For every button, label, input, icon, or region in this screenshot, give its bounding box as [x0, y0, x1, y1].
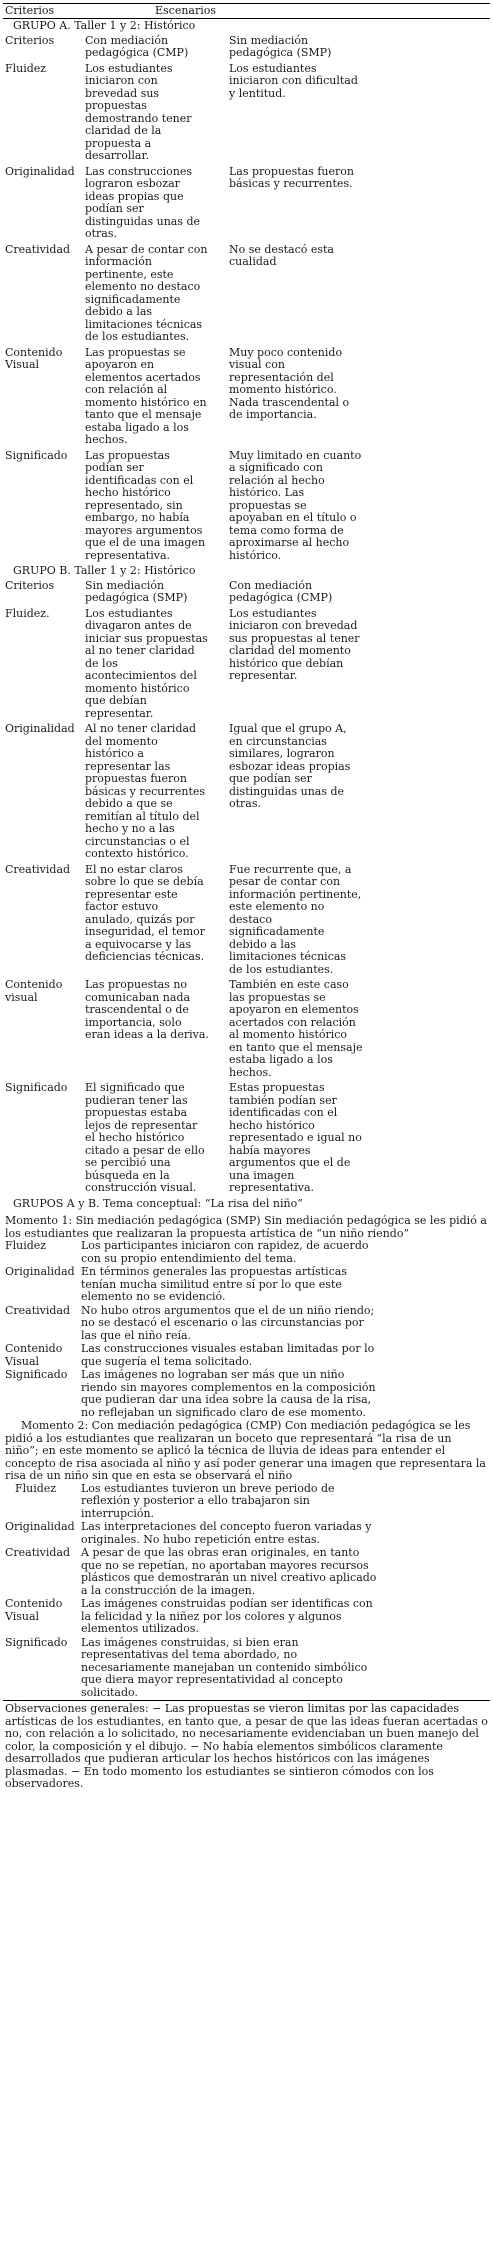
- criterion-cell: Significado: [5, 1368, 68, 1381]
- moment-1-intro: Momento 1: Sin mediación pedagógica (SMP) Sin mediación pedagógica se les pidió a los estudiantes que realizaran la propuesta artística de “un niño riendo”: [5, 1214, 487, 1240]
- table-row: [3, 1637, 490, 1701]
- scenario-b-cell: Estas propuestas también podían ser identificadas con el hecho histórico representado e igual no había mayores argumentos que el de una imagen representativa.: [229, 1081, 362, 1194]
- scenario-a-cell: El no estar claros sobre lo que se debía representar este factor estuvo anulado, quizás por inseguridad, el temor a equivocarse y las deficiencias técnicas.: [85, 862, 206, 963]
- observation-cell: No hubo otros argumentos que el de un niño riendo; no se destacó el escenario o las circunstancias por las que el niño reía.: [81, 1303, 375, 1342]
- group-a-rows: [3, 34, 490, 565]
- scenario-a-cell: A pesar de contar con información pertinente, este elemento no destaco significadamente debido a las limitaciones técnicas de los estudiantes.: [85, 242, 208, 343]
- scenario-a-cell: El significado que pudieran tener las propuestas estaba lejos de representar el hecho histórico citado a pesar de ello se percibió una búsqueda en la construcción visual.: [85, 1081, 205, 1194]
- observation-cell: A pesar de que las obras eran originales, en tanto que no se repetían, no aportaban mayores recursos plásticos que demostrarán un nivel creativo aplicado a la construcción de la imagen.: [81, 1546, 377, 1597]
- table-row: [3, 34, 490, 62]
- criterion-cell: Originalidad: [5, 722, 75, 735]
- table-row: [3, 449, 490, 565]
- table-row: [3, 1266, 490, 1305]
- criterion-cell: Fluidez: [5, 1239, 47, 1252]
- results-table: [3, 3, 490, 1791]
- observation-cell: Las imágenes construidas podían ser identificas con la felicidad y la niñez por los colores y algunos elementos utilizados.: [81, 1597, 373, 1635]
- groups-ab-title: GRUPOS A y B. Tema conceptual: “La risa del niño”: [13, 1196, 303, 1210]
- table-row: [3, 1547, 490, 1598]
- criterion-cell: Significado: [5, 1081, 68, 1094]
- header-escenarios: Escenarios: [155, 4, 217, 17]
- group-b-rows: [3, 579, 490, 1197]
- scenario-a-cell: Las propuestas podían ser identificadas con el hecho histórico representado, sin embargo, no había mayores argumentos que el de una imagen representativa.: [85, 448, 206, 562]
- scenario-a-cell: Las propuestas no comunicaban nada trascendental o de importancia, solo eran ideas a la deriva.: [85, 978, 209, 1041]
- criterion-cell: Fluidez: [5, 61, 47, 75]
- criterion-cell: Originalidad: [5, 1520, 75, 1533]
- moment-2-intro: Momento 2: Con mediación pedagógica (CMP) Con mediación pedagógica se les pidió a los estudiantes que realizaran un boceto que representará “la risa de un niño”; en este momento se aplicó la técnica de lluvia de ideas para entender el concepto de risa asociada al niño y así poder generar una imagen que representara la risa de un niño sin que en esta se observará el niño: [5, 1419, 486, 1482]
- scenario-a-cell: Las construcciones lograron esbozar ideas propias que podían ser distinguidas unas de otras.: [85, 164, 201, 240]
- observation-cell: Las construcciones visuales estaban limitadas por lo que sugería el tema solicitado.: [81, 1342, 375, 1368]
- observation-cell: Los estudiantes tuvieron un breve periodo de reflexión y posterior a ello trabajaron sin interrupción.: [81, 1481, 335, 1520]
- table-row: [3, 722, 490, 863]
- observation-cell: Los participantes iniciaron con rapidez, de acuerdo con su propio entendimiento del tema.: [81, 1239, 369, 1265]
- criterion-cell: Contenido visual: [5, 978, 63, 1004]
- observation-cell: Las interpretaciones del concepto fueron variadas y originales. No hubo repetición entre estas.: [81, 1520, 372, 1546]
- criterion-cell: Criterios: [5, 578, 55, 592]
- criterion-cell: Creatividad: [5, 1303, 71, 1317]
- scenario-b-cell: Igual que el grupo A, en circunstancias similares, lograron esbozar ideas propias que podían ser distinguidas unas de otras.: [229, 722, 351, 810]
- observation-cell: En términos generales las propuestas artísticas tenían mucha similitud entre sí por lo que este elemento no se evidenció.: [81, 1265, 347, 1303]
- criterion-cell: Creatividad: [5, 242, 71, 256]
- general-observations: Observaciones generales: − Las propuestas se vieron limitas por las capacidades artísticas de los estudiantes, en tanto que, a pesar de que las ideas fueran acertadas o no, con relación a lo solicitado, no necesariamente evidenciaban un buen manejo del color, la composición y el dibujo. − No había elementos simbólicos claramente desarrollados que pudieran articular los hechos históricos con las imágenes plasmadas. − En todo momento los estudiantes se sintieron cómodos con los observadores.: [5, 1702, 488, 1790]
- table-row: [3, 607, 490, 723]
- scenario-b-cell: Sin mediación pedagógica (SMP): [229, 33, 332, 59]
- criterion-cell: Criterios: [5, 33, 55, 47]
- table-row: [3, 1369, 490, 1420]
- table-row: [3, 978, 490, 1081]
- table-row: [3, 1343, 490, 1369]
- scenario-b-cell: Los estudiantes iniciaron con dificultad y lentitud.: [229, 61, 358, 100]
- group-a-title: GRUPO A. Taller 1 y 2: Histórico: [13, 19, 196, 32]
- scenario-b-cell: Fue recurrente que, a pesar de contar con información pertinente, este elemento no destaco significadamente debido a las limitaciones técnicas de los estudiantes.: [229, 862, 362, 976]
- scenario-a-cell: Las propuestas se apoyaron en elementos acertados con relación al momento histórico en tanto que el mensaje estaba ligado a los hechos.: [85, 345, 207, 446]
- scenario-b-cell: Muy limitado en cuanto a significado con relación al hecho histórico. Las propuestas se apoyaban en el título o tema como forma de aproximarse al hecho histórico.: [229, 448, 362, 562]
- criterion-cell: Originalidad: [5, 164, 75, 178]
- scenario-b-cell: También en este caso las propuestas se apoyaron en elementos acertados con relación al momento histórico en tanto que el mensaje estaba ligado a los hechos.: [229, 978, 363, 1079]
- table-row: [3, 346, 490, 449]
- table-row: [3, 1483, 490, 1522]
- table-row: [3, 1598, 490, 1637]
- moment-2-rows: [3, 1483, 490, 1701]
- criterion-cell: Contenido Visual: [5, 1597, 63, 1623]
- table-row: [3, 579, 490, 607]
- scenario-a-cell: Sin mediación pedagógica (SMP): [85, 578, 188, 604]
- table-row: [3, 1081, 490, 1197]
- table-row: [3, 1305, 490, 1344]
- criterion-cell: Contenido Visual: [5, 1342, 63, 1368]
- scenario-a-cell: Con mediación pedagógica (CMP): [85, 33, 189, 59]
- table-row: [3, 165, 490, 243]
- table-row: [3, 243, 490, 346]
- table-row: [3, 1521, 490, 1547]
- criterion-cell: Originalidad: [5, 1265, 75, 1278]
- group-b-title: GRUPO B. Taller 1 y 2: Histórico: [13, 564, 196, 577]
- scenario-a-cell: Al no tener claridad del momento histórico a representar las propuestas fueron básicas y recurrentes debido a que se remitían al título del hecho y no a las circunstancias o el contexto histórico.: [85, 722, 206, 860]
- scenario-b-cell: Los estudiantes iniciaron con brevedad sus propuestas al tener claridad del momento histórico que debían representar.: [229, 606, 360, 682]
- observation-cell: Las imágenes construidas, si bien eran representativas del tema abordado, no necesariamente manejaban un contenido simbólico que diera mayor representatividad al concepto solicitado.: [81, 1635, 368, 1699]
- criterion-cell: Significado: [5, 1635, 68, 1649]
- criterion-cell: Significado: [5, 448, 68, 462]
- scenario-a-cell: Los estudiantes divagaron antes de iniciar sus propuestas al no tener claridad de los acontecimientos del momento histórico que debían representar.: [85, 606, 208, 720]
- criterion-cell: Creatividad: [5, 1546, 71, 1559]
- moment-1-rows: [3, 1240, 490, 1420]
- criterion-cell: Fluidez: [15, 1481, 57, 1495]
- scenario-b-cell: Con mediación pedagógica (CMP): [229, 578, 333, 604]
- table-header: [3, 4, 490, 18]
- scenario-b-cell: Muy poco contenido visual con representación del momento histórico. Nada trascendental o de importancia.: [229, 345, 350, 421]
- table-row: [3, 1240, 490, 1266]
- criterion-cell: Fluidez.: [5, 606, 50, 620]
- table-row: [3, 62, 490, 165]
- criterion-cell: Creatividad: [5, 862, 71, 876]
- scenario-b-cell: No se destacó esta cualidad: [229, 242, 334, 268]
- observation-cell: Las imágenes no lograban ser más que un niño riendo sin mayores complementos en la composición que pudieran dar una idea sobre la causa de la risa, no reflejaban un significado claro de ese momento.: [81, 1368, 376, 1419]
- criterion-cell: Contenido Visual: [5, 345, 63, 371]
- table-row: [3, 863, 490, 979]
- scenario-b-cell: Las propuestas fueron básicas y recurrentes.: [229, 164, 354, 190]
- header-criterios: Criterios: [5, 4, 55, 17]
- scenario-a-cell: Los estudiantes iniciaron con brevedad sus propuestas demostrando tener claridad de la propuesta a desarrollar.: [85, 61, 192, 162]
